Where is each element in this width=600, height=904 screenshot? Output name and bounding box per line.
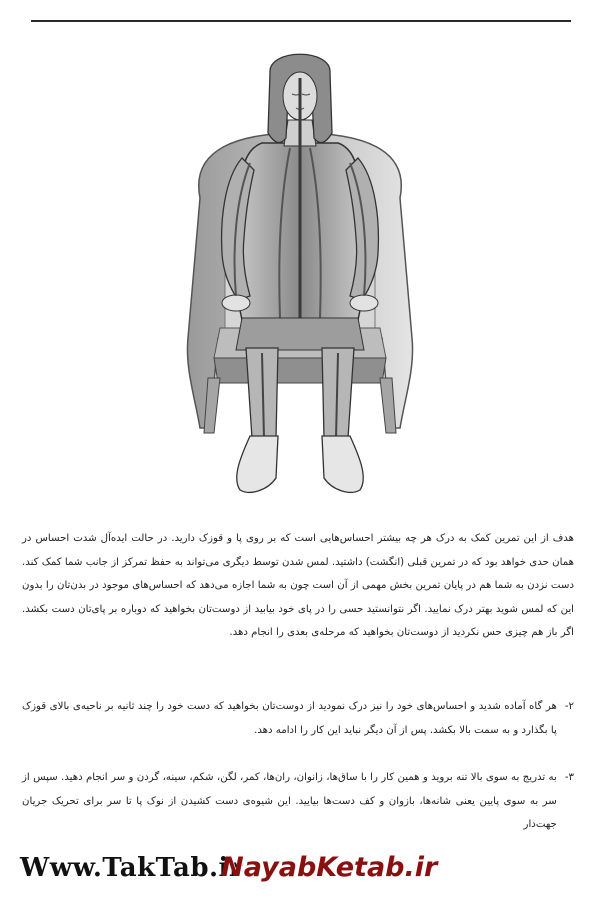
seated-figure-illustration bbox=[150, 38, 450, 508]
watermark-brand: NayabKetab.ir bbox=[221, 852, 438, 883]
list-item-2 bbox=[22, 695, 574, 742]
watermark bbox=[20, 852, 437, 886]
list-item-3 bbox=[22, 766, 574, 837]
intro-paragraph: هدف از این تمرین کمک به درک هر چه بیشتر احساس‌هایی است که بر روی پا و قوزک دارید. در حالت ایده‌آل شدت احساس در همان حدی خواهد بود که در تمرین قبلی (انگشت) داشتید. لمس شدن توسط دیگری می‌تواند به حفظ تمرکز از جانب شما کمک کند. دست نزدن به شما هم در پایان تمرین بخش مهمی از آن است چون به شما اجازه می‌دهد که احساس‌های موجود در بدن‌تان را بدون این که لمس شوید بهتر درک نمایید. اگر نتوانستید حسی را در پای خود بیابید از دوست‌تان بخواهید که دوباره بر پای‌تان دست بکشد. اگر باز هم چیزی حس نکردید از دوست‌تان بخواهید که مرحله‌ی بعدی را انجام دهد. bbox=[22, 533, 574, 638]
top-rule bbox=[31, 20, 571, 22]
list-item-2-number: ۲- bbox=[564, 701, 574, 712]
watermark-site: Www.TakTab.ir bbox=[20, 853, 244, 883]
list-item-3-text: به تدریج به سوی بالا تنه بروید و همین کار را با ساق‌ها، زانوان، ران‌ها، کمر، لگن، شکم، سینه، گردن و سر انجام دهید. سپس از سر به سوی پایین یعنی شانه‌ها، بازوان و کف دست‌ها بیایید. این شیوه‌ی دست کشیدن از نوک پا تا سر برای تحریک جریان جهت‌دار bbox=[22, 772, 557, 830]
list-item-2-text: هر گاه آماده شدید و احساس‌های خود را نیز درک نمودید از دوست‌تان بخواهید که دست خود را چند ثانیه بر ناحیه‌ی بالای قوزک پا بگذارد و به سمت بالا بکشد. پس از آن دیگر نباید این کار را ادامه دهد. bbox=[22, 701, 557, 736]
list-item-3-number: ۳- bbox=[564, 772, 574, 783]
seated-figure-drawing bbox=[150, 38, 450, 508]
